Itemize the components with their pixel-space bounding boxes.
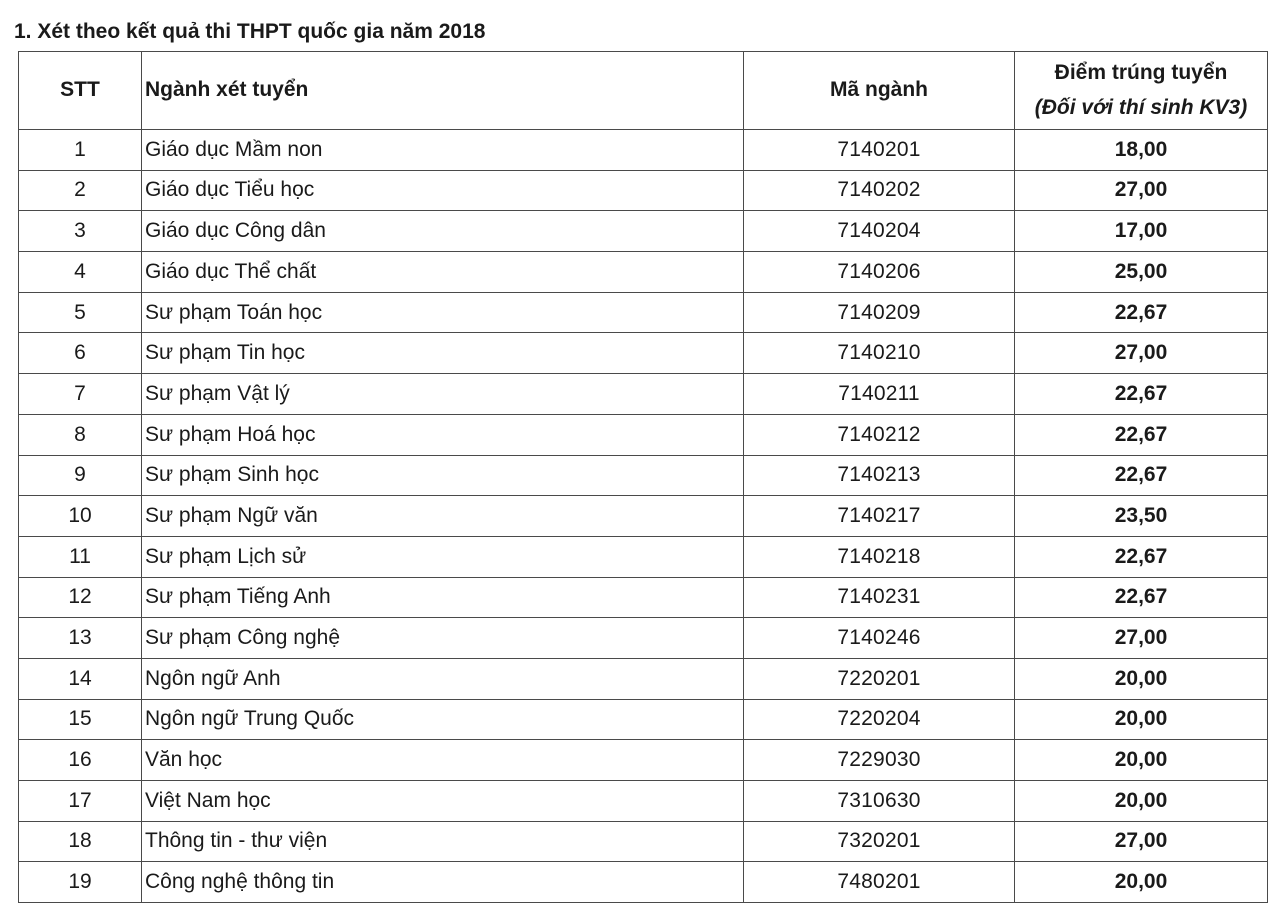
cell-major-name: Sư phạm Toán học: [142, 292, 744, 333]
cell-major-code: 7140201: [744, 130, 1015, 171]
cell-major-name: Sư phạm Sinh học: [142, 455, 744, 496]
table-row: [19, 292, 1268, 333]
cell-major-code: 7140204: [744, 211, 1015, 252]
header-stt: STT: [19, 52, 142, 130]
cell-major-name: Công nghệ thông tin: [142, 862, 744, 903]
cell-major-code: 7140209: [744, 292, 1015, 333]
cell-major-name: Giáo dục Tiểu học: [142, 170, 744, 211]
cell-admission-score: 20,00: [1015, 658, 1268, 699]
cell-stt: 5: [19, 292, 142, 333]
cell-major-code: 7229030: [744, 740, 1015, 781]
cell-admission-score: 18,00: [1015, 130, 1268, 171]
cell-stt: 8: [19, 414, 142, 455]
table-row: [19, 781, 1268, 822]
header-major-code: Mã ngành: [744, 52, 1015, 130]
cell-admission-score: 20,00: [1015, 781, 1268, 822]
cell-stt: 4: [19, 252, 142, 293]
section-heading: 1. Xét theo kết quả thi THPT quốc gia năm 2018: [14, 20, 486, 43]
table-row: [19, 414, 1268, 455]
cell-major-name: Giáo dục Công dân: [142, 211, 744, 252]
cell-stt: 19: [19, 862, 142, 903]
cell-major-code: 7320201: [744, 821, 1015, 862]
cell-major-code: 7310630: [744, 781, 1015, 822]
header-admission-score: [1015, 52, 1268, 130]
cell-major-name: Giáo dục Thể chất: [142, 252, 744, 293]
cell-major-name: Giáo dục Mầm non: [142, 130, 744, 171]
cell-stt: 16: [19, 740, 142, 781]
cell-admission-score: 27,00: [1015, 618, 1268, 659]
table-row: [19, 862, 1268, 903]
table-row: [19, 821, 1268, 862]
cell-stt: 17: [19, 781, 142, 822]
cell-major-name: Thông tin - thư viện: [142, 821, 744, 862]
cell-major-code: 7140210: [744, 333, 1015, 374]
cell-admission-score: 27,00: [1015, 333, 1268, 374]
table-row: [19, 211, 1268, 252]
cell-major-code: 7220201: [744, 658, 1015, 699]
cell-major-code: 7140202: [744, 170, 1015, 211]
cell-admission-score: 20,00: [1015, 862, 1268, 903]
cell-admission-score: 22,67: [1015, 577, 1268, 618]
cell-admission-score: 20,00: [1015, 699, 1268, 740]
cell-major-code: 7140231: [744, 577, 1015, 618]
cell-stt: 18: [19, 821, 142, 862]
table-row: [19, 130, 1268, 171]
cell-major-code: 7220204: [744, 699, 1015, 740]
cell-stt: 1: [19, 130, 142, 171]
cell-major-name: Sư phạm Tin học: [142, 333, 744, 374]
cell-stt: 7: [19, 374, 142, 415]
cell-admission-score: 27,00: [1015, 821, 1268, 862]
cell-admission-score: 20,00: [1015, 740, 1268, 781]
cell-major-code: 7140213: [744, 455, 1015, 496]
cell-stt: 2: [19, 170, 142, 211]
cell-admission-score: 22,67: [1015, 374, 1268, 415]
cell-stt: 13: [19, 618, 142, 659]
table-header-row: [19, 52, 1268, 130]
cell-admission-score: 25,00: [1015, 252, 1268, 293]
table-row: [19, 170, 1268, 211]
cell-major-name: Ngôn ngữ Anh: [142, 658, 744, 699]
table-row: [19, 455, 1268, 496]
cell-admission-score: 17,00: [1015, 211, 1268, 252]
cell-major-name: Văn học: [142, 740, 744, 781]
cell-major-code: 7140211: [744, 374, 1015, 415]
table-row: [19, 699, 1268, 740]
cell-major-name: Việt Nam học: [142, 781, 744, 822]
table-row: [19, 740, 1268, 781]
table-row: [19, 333, 1268, 374]
cell-major-name: Sư phạm Ngữ văn: [142, 496, 744, 537]
cell-stt: 14: [19, 658, 142, 699]
table-row: [19, 496, 1268, 537]
cell-stt: 12: [19, 577, 142, 618]
cell-admission-score: 23,50: [1015, 496, 1268, 537]
cell-major-code: 7140246: [744, 618, 1015, 659]
cell-major-code: 7140206: [744, 252, 1015, 293]
table-row: [19, 536, 1268, 577]
cell-major-name: Sư phạm Công nghệ: [142, 618, 744, 659]
cell-stt: 10: [19, 496, 142, 537]
cell-major-name: Sư phạm Lịch sử: [142, 536, 744, 577]
cell-admission-score: 27,00: [1015, 170, 1268, 211]
cell-admission-score: 22,67: [1015, 536, 1268, 577]
cell-major-code: 7140212: [744, 414, 1015, 455]
cell-admission-score: 22,67: [1015, 292, 1268, 333]
cell-major-code: 7140217: [744, 496, 1015, 537]
header-score-note: (Đối với thí sinh KV3): [1034, 95, 1248, 119]
cell-stt: 6: [19, 333, 142, 374]
header-major-name: Ngành xét tuyển: [142, 52, 744, 130]
cell-stt: 11: [19, 536, 142, 577]
table-row: [19, 618, 1268, 659]
cell-major-code: 7140218: [744, 536, 1015, 577]
cell-stt: 9: [19, 455, 142, 496]
cell-stt: 15: [19, 699, 142, 740]
cell-major-name: Ngôn ngữ Trung Quốc: [142, 699, 744, 740]
cell-admission-score: 22,67: [1015, 455, 1268, 496]
table-row: [19, 252, 1268, 293]
table-row: [19, 577, 1268, 618]
cell-major-name: Sư phạm Vật lý: [142, 374, 744, 415]
table-body: [19, 130, 1268, 903]
cell-admission-score: 22,67: [1015, 414, 1268, 455]
header-score-title: Điểm trúng tuyển: [1054, 61, 1228, 85]
cell-major-code: 7480201: [744, 862, 1015, 903]
cell-major-name: Sư phạm Hoá học: [142, 414, 744, 455]
table-row: [19, 374, 1268, 415]
admission-scores-table: [18, 51, 1268, 903]
cell-major-name: Sư phạm Tiếng Anh: [142, 577, 744, 618]
cell-stt: 3: [19, 211, 142, 252]
table-row: [19, 658, 1268, 699]
